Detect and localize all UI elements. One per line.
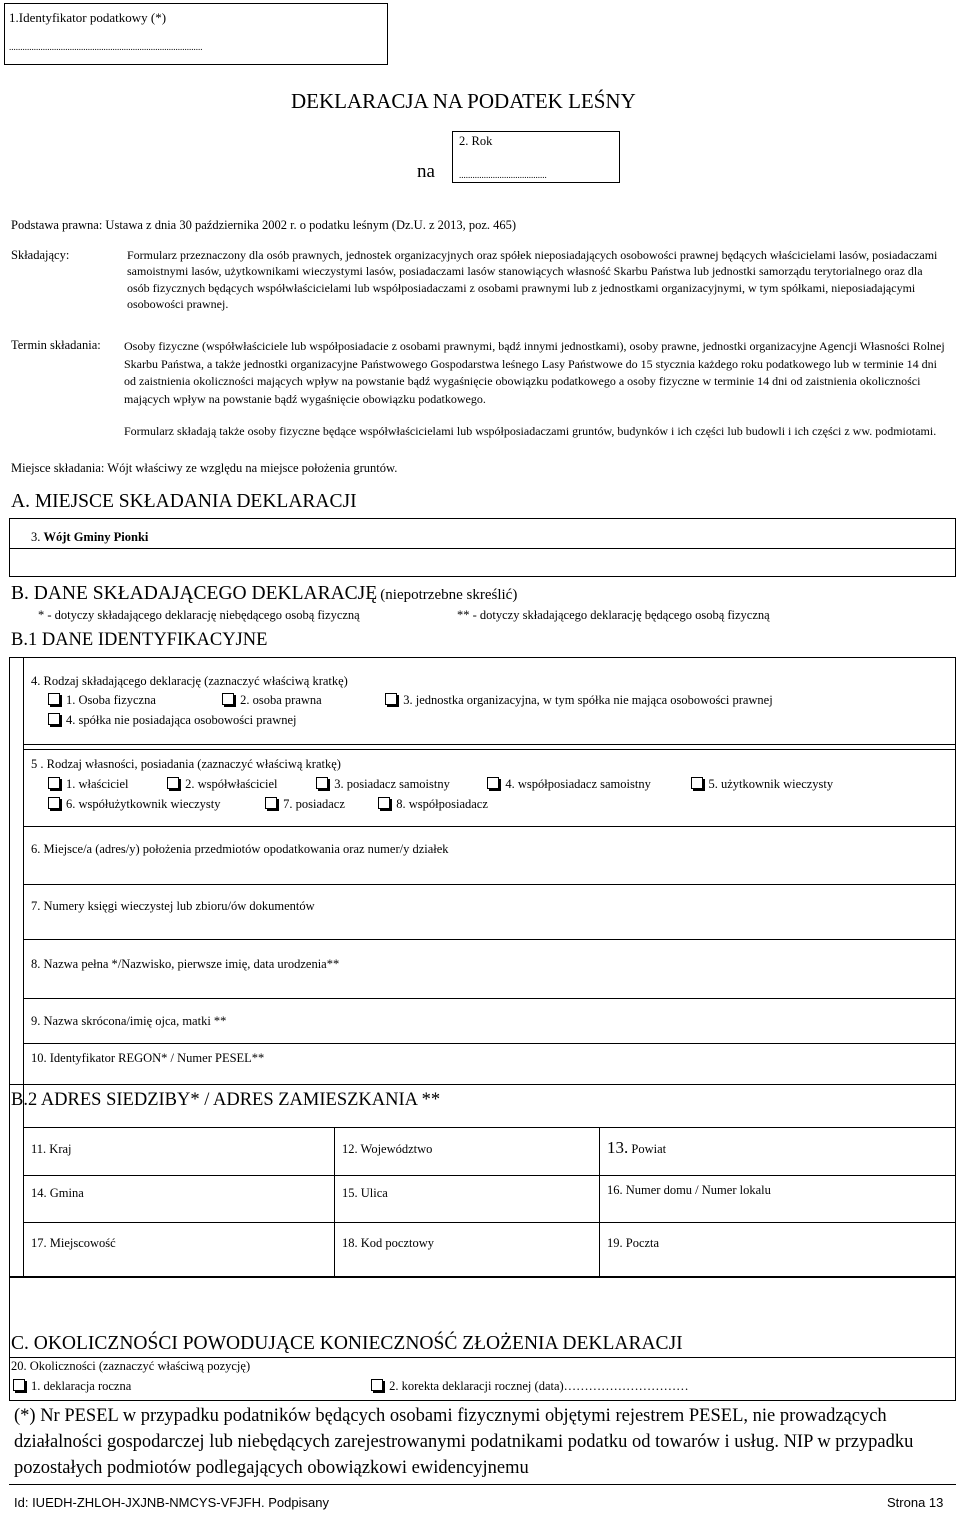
submitter-text: Formularz przeznaczony dla osób prawnych, jednostek organizacyjnych oraz spółek nieposiadających osobowości prawnej będących właścicielami lasów, posiadaczami samoistnymi lasów, użytkownikami wieczystymi lasów, posiadaczami lasów stanowiących własność Skarbu Państwa lub jednostki samorządu terytorialnego oraz dla osób fizycznych będących współwłaścicielami lub współposiadaczami z osobami prawnymi lub z jednostkami organizacyjnymi, w tym spółkami, nieposiadającymi osobowości prawnej. bbox=[127, 248, 938, 312]
checkbox-icon[interactable] bbox=[222, 693, 234, 705]
field-5-label: 5 . Rodzaj własności, posiadania (zaznaczyć właściwą kratkę) bbox=[31, 757, 341, 771]
na-label: na bbox=[417, 161, 435, 182]
deadline-text-2: Formularz składają także osoby fizyczne będące współwłaścicielami lub współposiadaczami gruntów, budynków i ich części lub budowli i ich części z ww. podmiotami. bbox=[124, 424, 937, 438]
field-4-label: 4. Rodzaj składającego deklarację (zaznaczyć właściwą kratkę) bbox=[31, 674, 348, 688]
owner-type-partnership[interactable]: 4. spółka nie posiadająca osobowości prawnej bbox=[48, 713, 297, 728]
owner-type-legal-person[interactable]: 2. osoba prawna bbox=[222, 693, 382, 708]
postal-code-label: 18. Kod pocztowy bbox=[342, 1236, 434, 1250]
place-of-submission: Miejsce składania: Wójt właściwy ze względu na miejsce położenia gruntów. bbox=[11, 461, 398, 475]
note-legal-person: * - dotyczy składającego deklarację niebędącego osobą fizyczną bbox=[38, 608, 360, 622]
deadline-label: Termin składania: bbox=[11, 338, 101, 352]
ownership-co-holder[interactable]: 8. współposiadacz bbox=[378, 797, 488, 812]
city-label: 17. Miejscowość bbox=[31, 1236, 116, 1250]
field-20-label: 20. Okoliczności (zaznaczyć właściwą pozycję) bbox=[11, 1359, 251, 1373]
legal-basis: Podstawa prawna: Ustawa z dnia 30 października 2002 r. o podatku leśnym (Dz.U. z 2013, poz. 465) bbox=[11, 218, 517, 232]
pesel-footnote: (*) Nr PESEL w przypadku podatników będących osobami fizycznymi objętymi rejestrem PESEL, nie prowadzących działalności gospodarczej lub niebędących zarejestrowanymi podatnikami podatku od towarów i usług. NIP w przypadku pozostałych podmiotów podlegających obowiązkowi ewidencyjnemu bbox=[14, 1406, 914, 1478]
section-c-title: C. OKOLICZNOŚCI POWODUJĄCE KONIECZNOŚĆ ZŁOŻENIA DEKLARACJI bbox=[11, 1333, 683, 1354]
year-label: 2. Rok bbox=[459, 134, 493, 148]
checkbox-icon[interactable] bbox=[316, 777, 328, 789]
field-3-value: Wójt Gminy Pionki bbox=[43, 530, 149, 544]
section-b-title-text: B. DANE SKŁADAJĄCEGO DEKLARACJĘ bbox=[11, 583, 378, 604]
tax-id-label: 1.Identyfikator podatkowy (*) bbox=[9, 10, 167, 25]
deadline-text: Osoby fizyczne (współwłaściciele lub współposiadacie z osobami prawnymi, bądź innymi jednostkami), osoby prawne, jednostki organizacyjne Agencji Własności Rolnej Skarbu Państwa, a także jednostki organizacyjne Państwowego Gospodarstwa leśnego Lasy Państwowe do 15 stycznia każdego roku podatkowego lub w terminie 14 dni od zaistnienia okoliczności mających wpływ na powstanie bądź wygaśnięcie obowiązku podatkowego a osoby fizyczne w terminie 14 dni od zaistnienia okoliczności mających wpływ na powstanie bądź wygaśnięcie obowiązku podatkowego. bbox=[124, 339, 945, 406]
circumstance-correction[interactable]: 2. korekta deklaracji rocznej (data)………………………… bbox=[371, 1379, 689, 1394]
checkbox-icon[interactable] bbox=[378, 797, 390, 809]
district-num: 13. bbox=[607, 1138, 629, 1157]
owner-type-natural-person[interactable]: 1. Osoba fizyczna bbox=[48, 693, 219, 708]
checkbox-icon[interactable] bbox=[385, 693, 397, 705]
post-office-label: 19. Poczta bbox=[607, 1236, 660, 1250]
checkbox-icon[interactable] bbox=[48, 713, 60, 725]
district-label bbox=[607, 1138, 666, 1158]
house-number-label: 16. Numer domu / Numer lokalu bbox=[607, 1183, 771, 1197]
field-4-options-row2 bbox=[48, 713, 297, 728]
field-5-options-row2 bbox=[48, 797, 488, 812]
field-8-label: 8. Nazwa pełna */Nazwisko, pierwsze imię, data urodzenia** bbox=[31, 957, 340, 971]
checkbox-icon[interactable] bbox=[691, 777, 703, 789]
ownership-perpetual-user[interactable]: 5. użytkownik wieczysty bbox=[691, 777, 834, 792]
country-label: 11. Kraj bbox=[31, 1142, 72, 1156]
commune-label: 14. Gmina bbox=[31, 1186, 84, 1200]
document-id: Id: IUEDH-ZHLOH-JXJNB-NMCYS-VFJFH. Podpisany bbox=[14, 1495, 329, 1510]
checkbox-icon[interactable] bbox=[48, 797, 60, 809]
ownership-co-perpetual-user[interactable]: 6. współużytkownik wieczysty bbox=[48, 797, 262, 812]
voivodeship-label: 12. Województwo bbox=[342, 1142, 433, 1156]
owner-type-org-unit[interactable]: 3. jednostka organizacyjna, w tym spółka nie mająca osobowości prawnej bbox=[385, 693, 772, 708]
circumstance-annual[interactable]: 1. deklaracja roczna bbox=[13, 1379, 368, 1394]
checkbox-icon[interactable] bbox=[48, 693, 60, 705]
field-20-options bbox=[13, 1379, 689, 1394]
district-text: Powiat bbox=[631, 1142, 667, 1156]
field-10-label: 10. Identyfikator REGON* / Numer PESEL** bbox=[31, 1051, 265, 1065]
checkbox-icon[interactable] bbox=[265, 797, 277, 809]
ownership-possessor[interactable]: 3. posiadacz samoistny bbox=[316, 777, 484, 792]
field-4-options-row1 bbox=[48, 693, 773, 708]
field-6-label: 6. Miejsce/a (adres/y) położenia przedmiotów opodatkowania oraz numer/y działek bbox=[31, 842, 449, 856]
field-3-num: 3. bbox=[31, 530, 41, 544]
note-natural-person: ** - dotyczy składającego deklarację będącego osobą fizyczną bbox=[457, 608, 770, 622]
tax-id-dots: ...................................................................................... bbox=[9, 42, 203, 52]
ownership-owner[interactable]: 1. właściciel bbox=[48, 777, 164, 792]
b1-title: B.1 DANE IDENTYFIKACYJNE bbox=[11, 630, 268, 650]
form-title: DEKLARACJA NA PODATEK LEŚNY bbox=[291, 89, 636, 113]
section-b-title bbox=[11, 583, 517, 605]
section-a-title: A. MIEJSCE SKŁADANIA DEKLARACJI bbox=[11, 491, 357, 512]
ownership-co-possessor[interactable]: 4. współposiadacz samoistny bbox=[487, 777, 687, 792]
checkbox-icon[interactable] bbox=[48, 777, 60, 789]
section-b-note: (niepotrzebne skreślić) bbox=[380, 587, 518, 603]
field-5-options-row1 bbox=[48, 777, 833, 792]
field-7-label: 7. Numery księgi wieczystej lub zbioru/ów dokumentów bbox=[31, 899, 315, 913]
checkbox-icon[interactable] bbox=[487, 777, 499, 789]
street-label: 15. Ulica bbox=[342, 1186, 388, 1200]
checkbox-icon[interactable] bbox=[167, 777, 179, 789]
b2-title: B.2 ADRES SIEDZIBY* / ADRES ZAMIESZKANIA ** bbox=[11, 1090, 441, 1110]
checkbox-icon[interactable] bbox=[13, 1379, 25, 1391]
checkbox-icon[interactable] bbox=[371, 1379, 383, 1391]
ownership-holder[interactable]: 7. posiadacz bbox=[265, 797, 375, 812]
page-number: Strona 13 bbox=[887, 1495, 944, 1510]
field-3-label bbox=[31, 530, 148, 545]
year-dots: ....................................... bbox=[459, 170, 547, 180]
ownership-co-owner[interactable]: 2. współwłaściciel bbox=[167, 777, 313, 792]
submitter-label: Składający: bbox=[11, 248, 70, 262]
field-9-label: 9. Nazwa skrócona/imię ojca, matki ** bbox=[31, 1014, 227, 1028]
